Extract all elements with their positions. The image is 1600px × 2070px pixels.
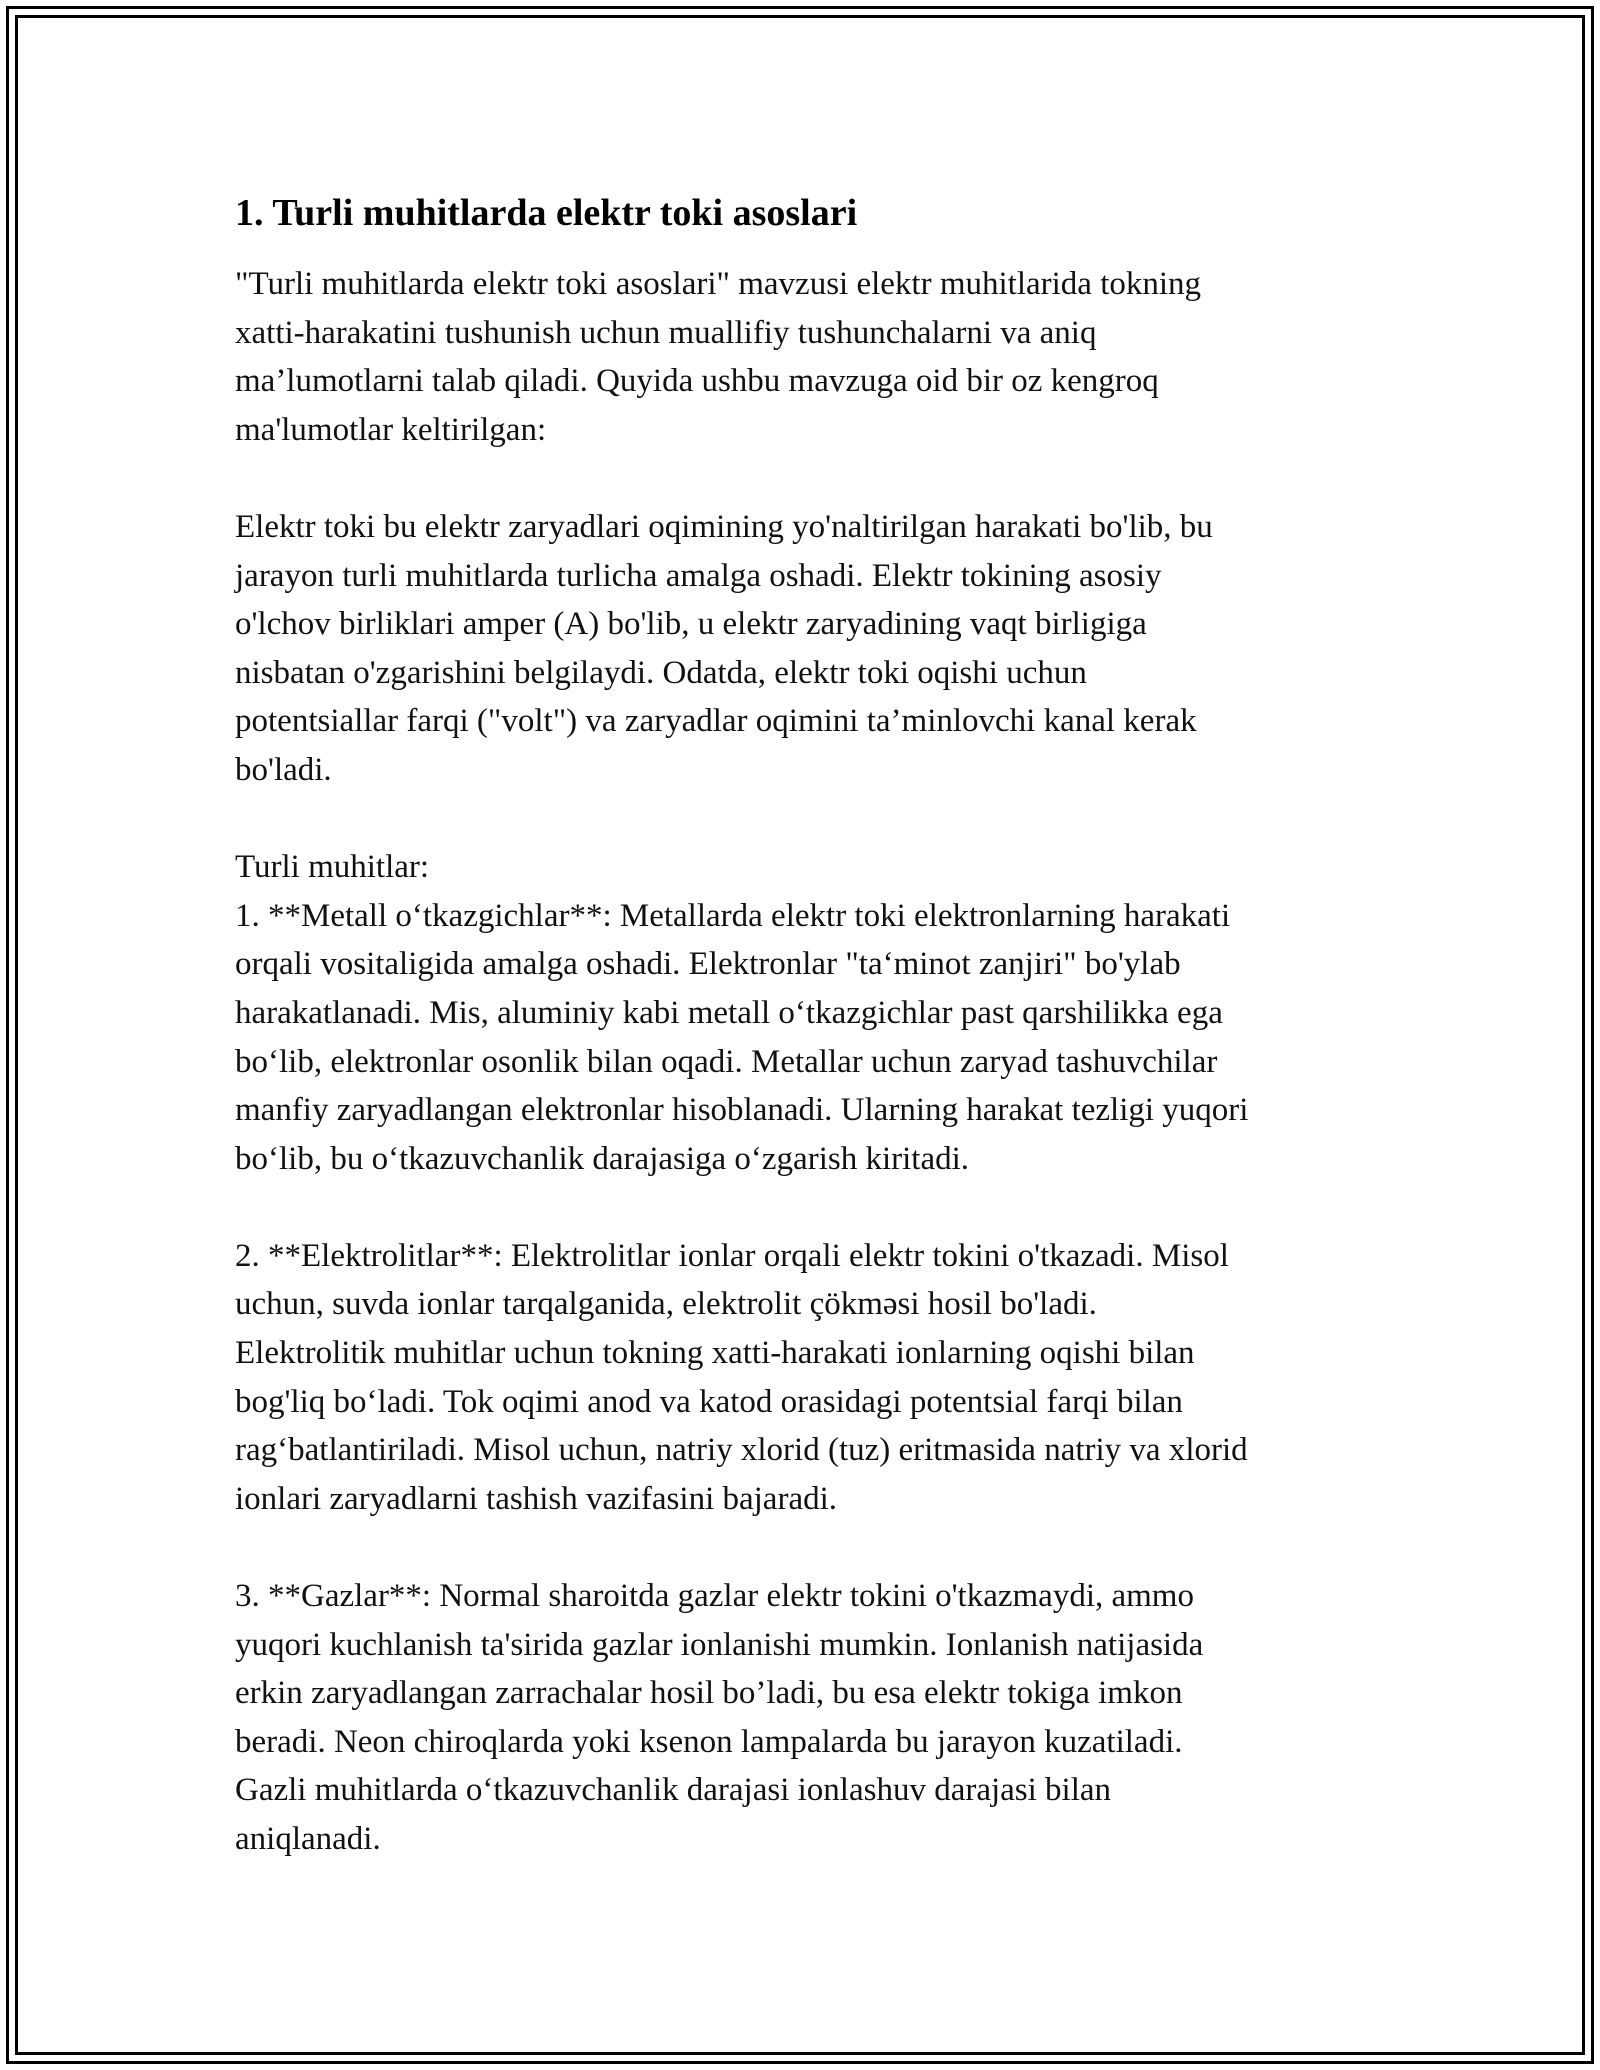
blank-line	[235, 454, 1375, 503]
text-line: Gazli muhitlarda o‘tkazuvchanlik darajasi ionlashuv darajasi bilan	[235, 1772, 1112, 1809]
text-line: ma’lumotlarni talab qiladi. Quyida ushbu mavzuga oid bir oz kengroq	[235, 363, 1159, 400]
text-line: Elektr toki bu elektr zaryadlari oqimining yo'naltirilgan harakati bo'lib, bu	[235, 508, 1213, 545]
text-line: erkin zaryadlangan zarrachalar hosil bo’ladi, bu esa elektr tokiga imkon	[235, 1675, 1183, 1712]
text-line: 2. **Elektrolitlar**: Elektrolitlar ionlar orqali elektr tokini o'tkazadi. Misol	[235, 1237, 1229, 1274]
page-title: 1. Turli muhitlarda elektr toki asoslari	[235, 192, 858, 234]
text-line: o'lchov birliklari amper (A) bo'lib, u elektr zaryadining vaqt birligiga	[235, 606, 1147, 643]
text-line: potentsiallar farqi ("volt") va zaryadlar oqimini ta’minlovchi kanal kerak	[235, 703, 1197, 740]
document-body	[235, 260, 1375, 1864]
text-line: beradi. Neon chiroqlarda yoki ksenon lampalarda bu jarayon kuzatiladi.	[235, 1723, 1183, 1760]
text-line: yuqori kuchlanish ta'sirida gazlar ionlanishi mumkin. Ionlanish natijasida	[235, 1626, 1204, 1663]
text-line: bo‘lib, bu o‘tkazuvchanlik darajasiga o‘zgarish kiritadi.	[235, 1140, 970, 1177]
text-line: uchun, suvda ionlar tarqalganida, elektrolit çökməsi hosil bo'ladi.	[235, 1286, 1097, 1323]
text-line: ma'lumotlar keltirilgan:	[235, 411, 547, 448]
text-line: bog'liq bo‘ladi. Tok oqimi anod va katod orasidagi potentsial farqi bilan	[235, 1383, 1183, 1420]
text-line: ionlari zaryadlarni tashish vazifasini bajaradi.	[235, 1480, 838, 1517]
blank-line	[235, 795, 1375, 844]
blank-line	[235, 1183, 1375, 1232]
text-line: jarayon turli muhitlarda turlicha amalga oshadi. Elektr tokining asosiy	[235, 557, 1162, 594]
text-line: 1. **Metall o‘tkazgichlar**: Metallarda elektr toki elektronlarning harakati	[235, 897, 1231, 934]
text-line: rag‘batlantiriladi. Misol uchun, natriy xlorid (tuz) eritmasida natriy va xlorid	[235, 1432, 1248, 1469]
text-line: bo‘lib, elektronlar osonlik bilan oqadi. Metallar uchun zaryad tashuvchilar	[235, 1043, 1218, 1080]
text-line: "Turli muhitlarda elektr toki asoslari" mavzusi elektr muhitlarida tokning	[235, 266, 1202, 302]
text-line: xatti-harakatini tushunish uchun muallifiy tushunchalarni va aniq	[235, 314, 1097, 351]
text-line: orqali vositaligida amalga oshadi. Elektronlar "ta‘minot zanjiri" bo'ylab	[235, 946, 1181, 983]
text-line: harakatlanadi. Mis, aluminiy kabi metall o‘tkazgichlar past qarshilikka ega	[235, 994, 1223, 1031]
text-line: manfiy zaryadlangan elektronlar hisoblanadi. Ularning harakat tezligi yuqori	[235, 1092, 1249, 1129]
text-line: bo'ladi.	[235, 751, 332, 788]
text-line: 3. **Gazlar**: Normal sharoitda gazlar elektr tokini o'tkazmaydi, ammo	[235, 1578, 1194, 1615]
blank-line	[235, 1523, 1375, 1572]
text-line: Elektrolitik muhitlar uchun tokning xatti-harakati ionlarning oqishi bilan	[235, 1335, 1195, 1372]
text-line: Turli muhitlar:	[235, 849, 430, 886]
text-line: nisbatan o'zgarishini belgilaydi. Odatda, elektr toki oqishi uchun	[235, 654, 1087, 691]
text-line: aniqlanadi.	[235, 1821, 381, 1857]
document-content	[235, 186, 1375, 1864]
